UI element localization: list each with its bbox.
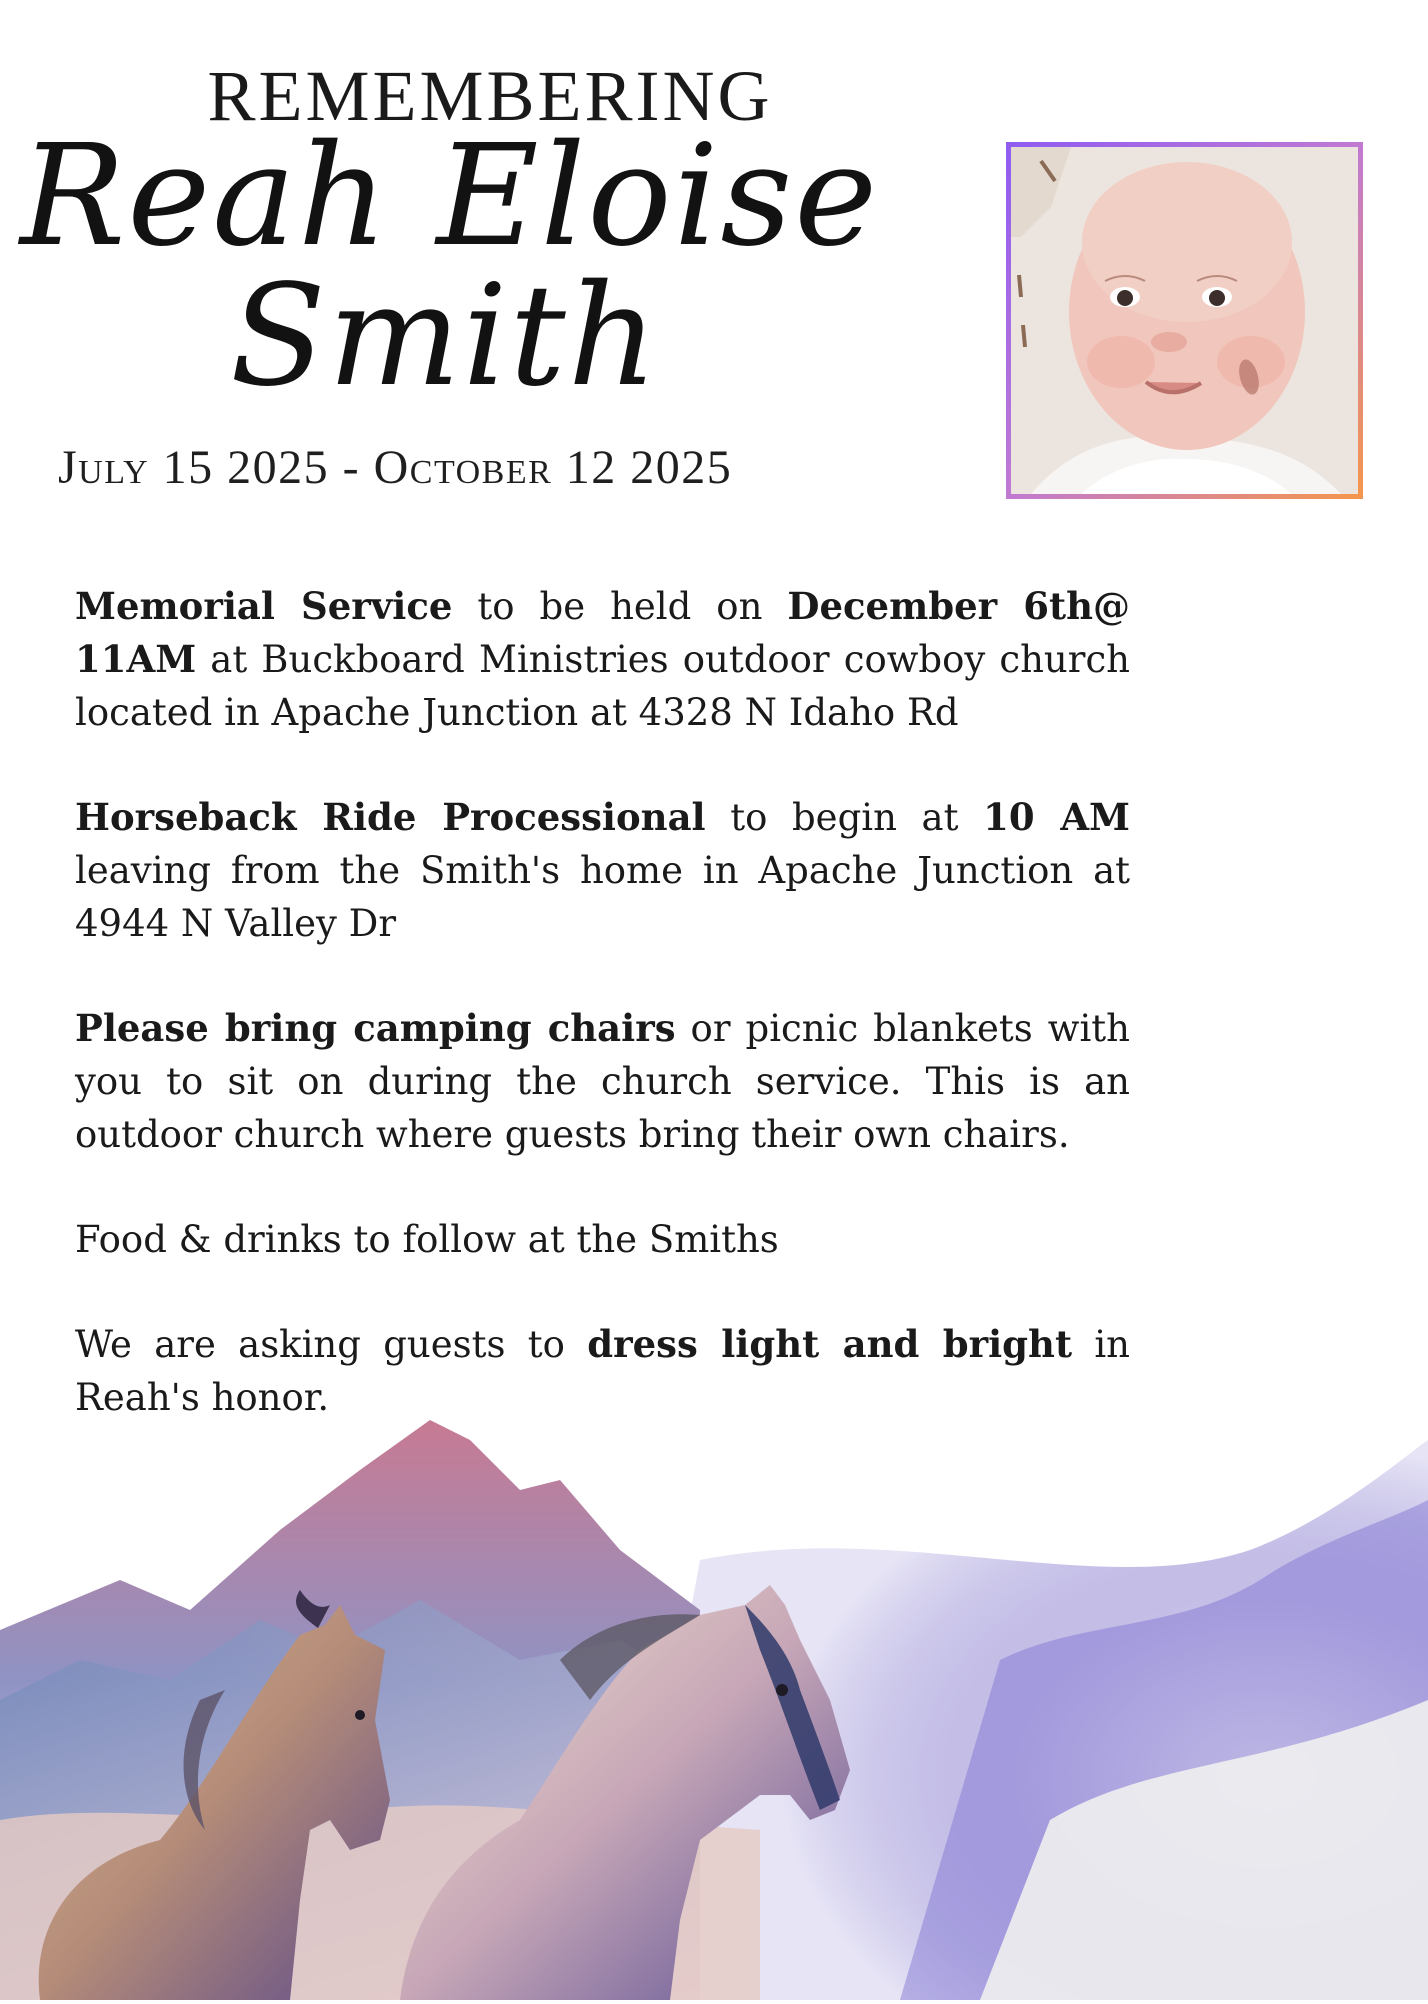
chairs-paragraph xyxy=(75,1002,1130,1161)
memorial-service-label: Memorial Service xyxy=(75,584,453,628)
memorial-date: December 6th@ 11AM xyxy=(75,584,1130,681)
life-dates: July 15 2025 - October 12 2025 xyxy=(58,441,733,494)
remembering-heading: REMEMBERING xyxy=(207,56,773,136)
dress-text-1: We are asking guests to xyxy=(75,1323,588,1366)
horseback-paragraph xyxy=(75,791,1130,950)
last-name-script: Smith xyxy=(230,255,660,418)
horseback-time: 10 AM xyxy=(983,795,1130,839)
portrait-frame xyxy=(1006,142,1363,499)
baby-portrait-illustration xyxy=(1011,147,1358,494)
watercolor-horses-mountains xyxy=(0,1400,1428,2000)
horseback-ride-label: Horseback Ride Processional xyxy=(75,795,706,839)
service-details xyxy=(75,580,1130,1476)
horseback-text-1: to begin at xyxy=(705,796,984,839)
horses-mountains-illustration xyxy=(0,1400,1428,2000)
dress-text-2: in Reah's honor. xyxy=(75,1323,1131,1419)
memorial-location: at Buckboard Ministries outdoor cowboy church located in Apache Junction at 4328 N Idaho Rd xyxy=(75,638,1130,734)
chairs-text: or picnic blankets with you to sit on during the church service. This is an outdoor church where guests bring their own chairs. xyxy=(75,1007,1130,1156)
chairs-label: Please bring camping chairs xyxy=(75,1006,676,1050)
food-paragraph xyxy=(75,1213,1130,1266)
first-names-script: Reah Eloise xyxy=(20,115,880,278)
memorial-paragraph xyxy=(75,580,1130,739)
dress-code: dress light and bright xyxy=(587,1322,1073,1366)
food-text: Food & drinks to follow at the Smiths xyxy=(75,1218,779,1261)
horseback-location: leaving from the Smith's home in Apache Junction at 4944 N Valley Dr xyxy=(75,849,1130,945)
baby-portrait-photo xyxy=(1011,147,1358,494)
memorial-text-1: to be held on xyxy=(452,585,788,628)
